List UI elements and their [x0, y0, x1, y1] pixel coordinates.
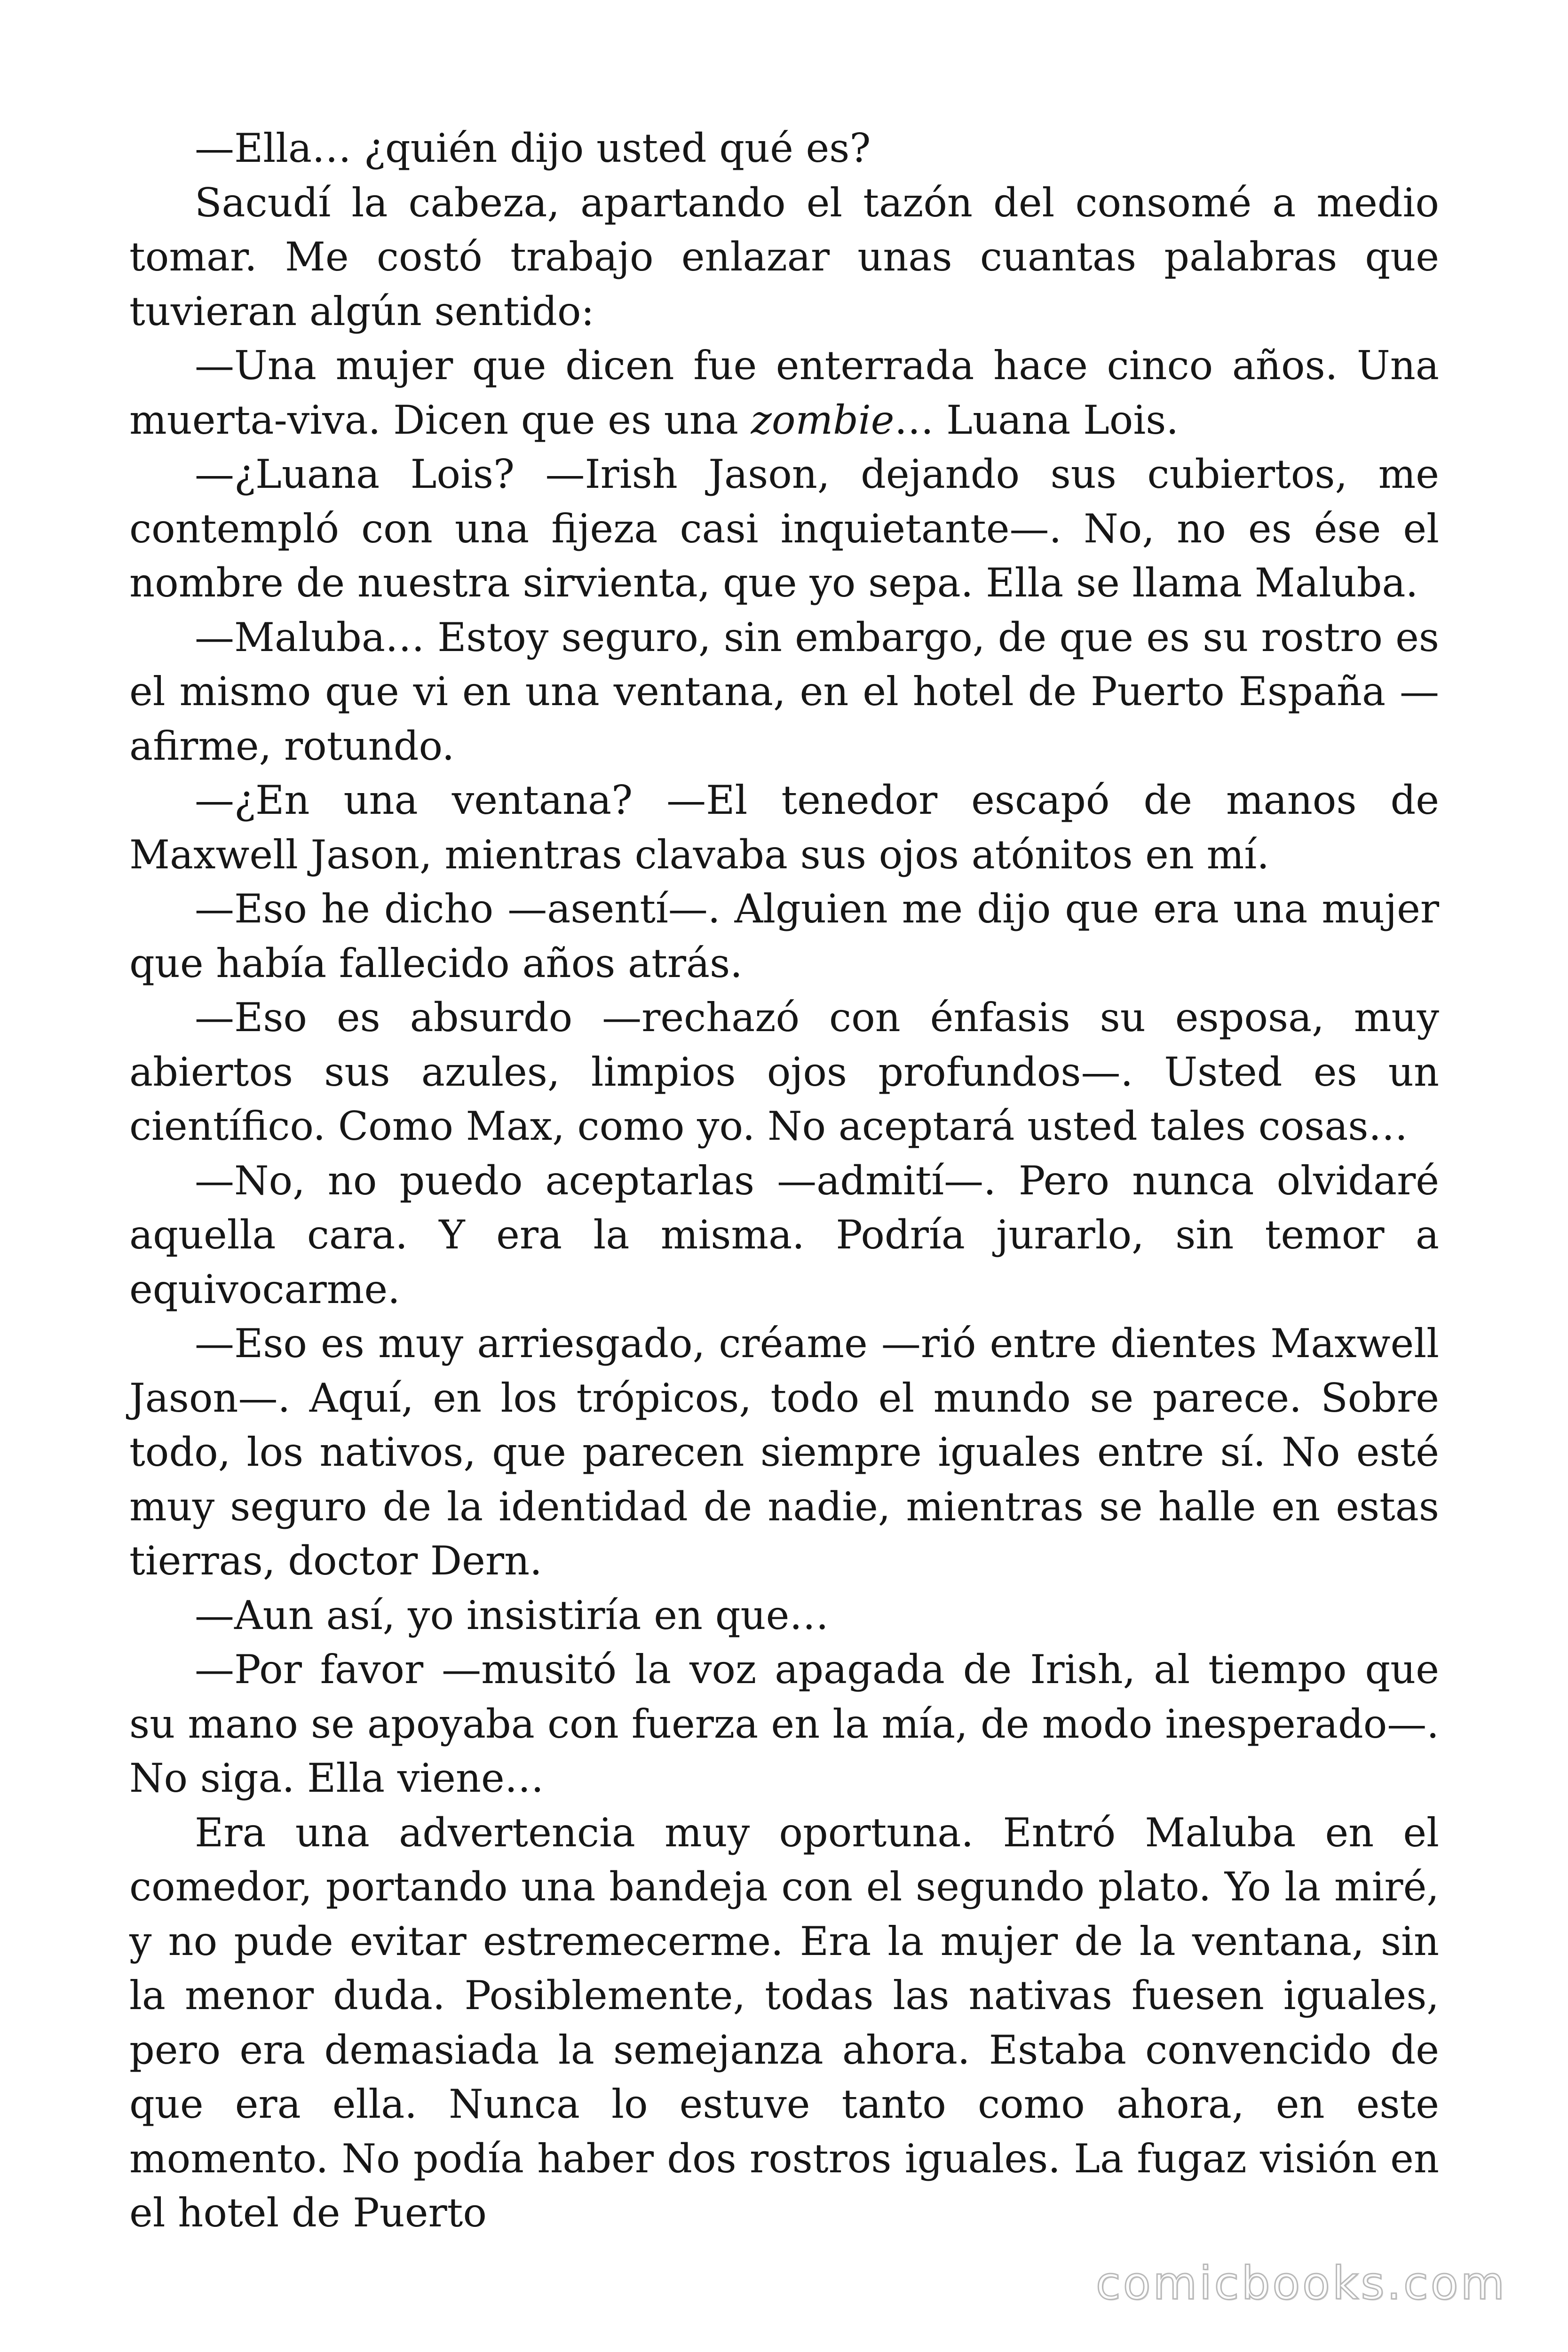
paragraph-5: —Maluba… Estoy seguro, sin embargo, de que es su rostro es el mismo que vi en una ventana, en el hotel de Puerto España —afirme, rotundo. — [129, 614, 1439, 769]
paragraph-3-italic-word: zombie — [751, 397, 895, 443]
paragraph-2: Sacudí la cabeza, apartando el tazón del consomé a medio tomar. Me costó trabajo enlazar unas cuantas palabras que tuvieran algún sentido: — [129, 179, 1439, 334]
page-body — [129, 121, 1439, 2241]
paragraph-12: —Por favor —musitó la voz apagada de Irish, al tiempo que su mano se apoyaba con fuerza en la mía, de modo inesperado—. No siga. Ella viene… — [129, 1646, 1439, 1801]
paragraph-11: —Aun así, yo insistiría en que… — [195, 1592, 829, 1638]
paragraph-6: —¿En una ventana? —El tenedor escapó de manos de Maxwell Jason, mientras clavaba sus ojos atónitos en mí. — [129, 777, 1439, 878]
paragraph-9: —No, no puedo aceptarlas —admití—. Pero nunca olvidaré aquella cara. Y era la misma. Podría jurarlo, sin temor a equivocarme. — [129, 1157, 1439, 1312]
paragraph-3 — [129, 339, 1439, 447]
paragraph-1: —Ella… ¿quién dijo usted qué es? — [195, 125, 871, 171]
paragraph-8: —Eso es absurdo —rechazó con énfasis su esposa, muy abiertos sus azules, limpios ojos profundos—. Usted es un científico. Como Max, como yo. No aceptará usted tales cosas… — [129, 994, 1439, 1149]
paragraph-13: Era una advertencia muy oportuna. Entró Maluba en el comedor, portando una bandeja con el segundo plato. Yo la miré, y no pude evitar estremecerme. Era la mujer de la ventana, sin la menor duda. Posiblemente, todas las nativas fuesen iguales, pero era demasiada la semejanza ahora. Estaba convencido de que era ella. Nunca lo estuve tanto como ahora, en este momento. No podía haber dos rostros iguales. La fugaz visión en el hotel de Puerto — [129, 1809, 1439, 2236]
watermark: comicbooks.com — [1095, 2257, 1507, 2310]
paragraph-7: —Eso he dicho —asentí—. Alguien me dijo que era una mujer que había fallecido años atrás. — [129, 886, 1439, 986]
paragraph-4: —¿Luana Lois? —Irish Jason, dejando sus cubiertos, me contempló con una fijeza casi inquietante—. No, no es ése el nombre de nuestra sirvienta, que yo sepa. Ella se llama Maluba. — [129, 451, 1439, 606]
paragraph-10: —Eso es muy arriesgado, créame —rió entre dientes Maxwell Jason—. Aquí, en los trópicos, todo el mundo se parece. Sobre todo, los nativos, que parecen siempre iguales entre sí. No esté muy seguro de la identidad de nadie, mientras se halle en estas tierras, doctor Dern. — [129, 1320, 1439, 1584]
paragraph-3-end: … Luana Lois. — [894, 397, 1179, 443]
paragraph-3-start: —Una mujer que dicen fue enterrada hace cinco años. Una muerta-viva. Dicen que es una — [129, 342, 1439, 443]
